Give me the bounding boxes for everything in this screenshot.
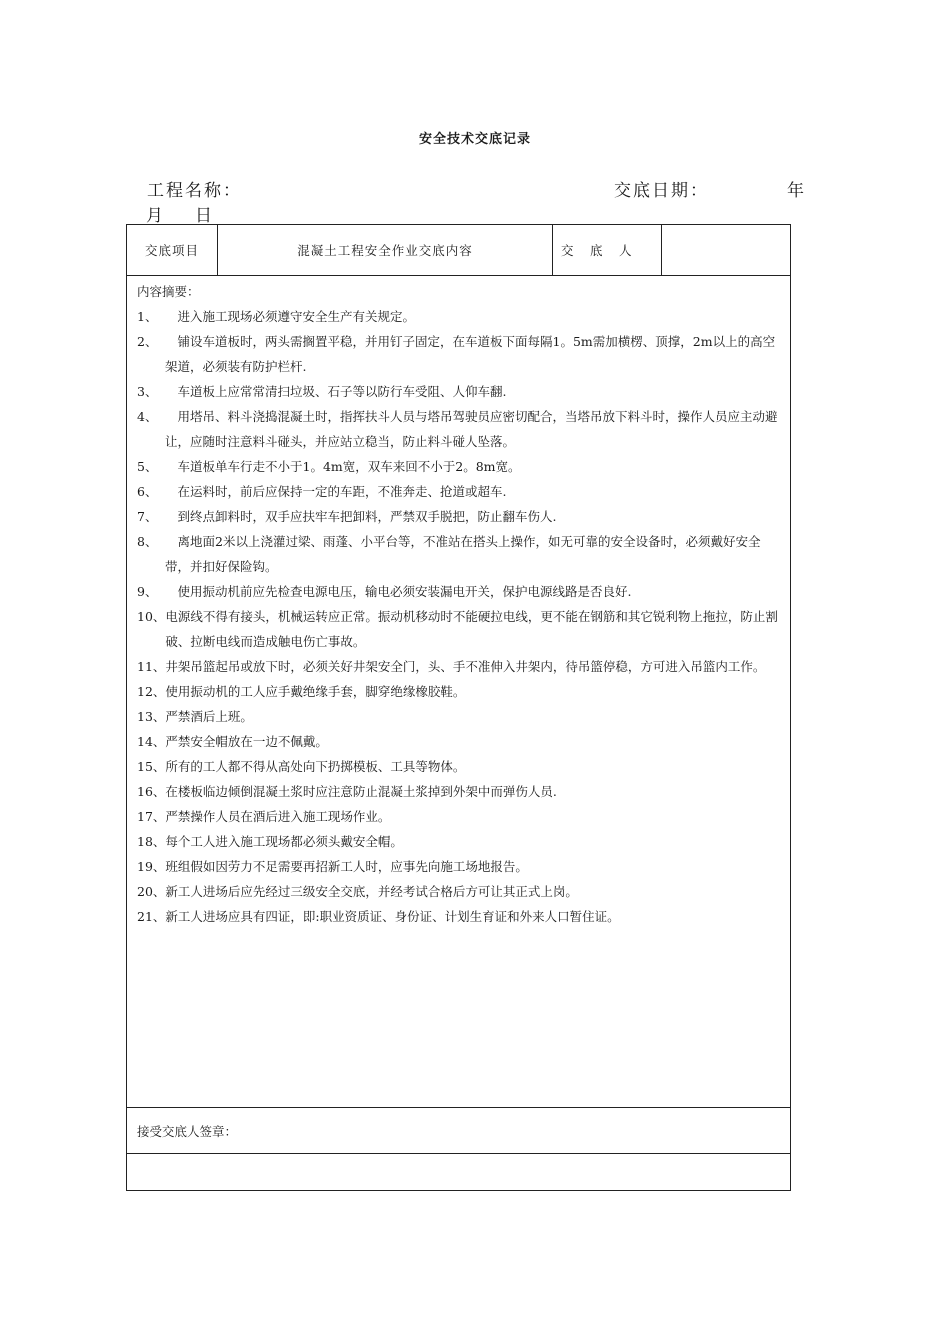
item-number: 6、 [137,484,158,499]
item-number: 16、 [137,784,166,799]
item-label-cell [127,225,218,276]
list-item [137,579,780,604]
item-label: 交底项目 [144,243,199,258]
signature-field[interactable] [127,1154,791,1191]
item-text: 进入施工现场必须遵守安全生产有关规定。 [165,309,416,324]
item-text: 新工人进场后应先经过三级安全交底，并经考试合格后方可让其正式上岗。 [165,884,578,899]
list-item [137,479,780,504]
person-label-cell [553,225,662,276]
date-label: 交底日期： [614,181,709,201]
list-item [137,529,780,579]
list-item [137,754,780,779]
item-text: 在运料时，前后应保持一定的车距，不准奔走、抢道或超车. [165,484,507,499]
item-text: 到终点卸料时，双手应扶牢车把卸料，严禁双手脱把，防止翻车伤人. [165,509,557,524]
item-number: 1、 [137,309,158,324]
item-text: 所有的工人都不得从高处向下扔掷模板、工具等物体。 [165,759,466,774]
year-label: 年 [787,181,806,201]
item-text: 车道板上应常常清扫垃圾、石子等以防行车受阻、人仰车翻. [165,384,507,399]
content-cell [127,276,791,1108]
item-number: 17、 [137,809,166,824]
disclosure-table [126,224,791,1191]
item-text: 井架吊篮起吊或放下时，必须关好井架安全门，头、手不准伸入井架内，待吊篮停稳，方可进入吊篮内工作。 [165,659,766,674]
item-text: 车道板单车行走不小于1。4m宽，双车来回不小于2。8m宽。 [165,459,521,474]
item-number: 20、 [137,884,166,899]
item-number: 12、 [137,684,166,699]
rules-list [137,304,780,929]
item-number: 8、 [137,534,158,549]
list-item [137,404,780,454]
item-number: 7、 [137,509,158,524]
list-item [137,879,780,904]
person-label: 交 底 人 [561,243,634,258]
item-text: 离地面2米以上浇灌过梁、雨蓬、小平台等，不准站在搭头上操作，如无可靠的安全设备时，必须戴好安全带，并扣好保险钩。 [165,534,761,574]
item-number: 11、 [137,659,166,674]
item-text: 每个工人进入施工现场都必须头戴安全帽。 [165,834,403,849]
list-item [137,704,780,729]
item-value-cell [218,225,553,276]
item-number: 19、 [137,859,166,874]
item-number: 4、 [137,409,158,424]
header-row [127,225,791,276]
person-value-cell[interactable] [662,225,791,276]
sign-row [127,1108,791,1154]
list-item [137,454,780,479]
item-text: 使用振动机的工人应手戴绝缘手套，脚穿绝缘橡胶鞋。 [165,684,466,699]
item-text: 在楼板临边倾倒混凝土浆时应注意防止混凝土浆掉到外架中而弹伤人员. [165,784,557,799]
item-number: 13、 [137,709,166,724]
item-value: 混凝土工程安全作业交底内容 [297,243,473,258]
item-text: 使用振动机前应先检查电源电压，输电必须安装漏电开关，保护电源线路是否良好. [165,584,632,599]
item-text: 班组假如因劳力不足需要再招新工人时，应事先向施工场地报告。 [165,859,528,874]
item-text: 严禁安全帽放在一边不佩戴。 [165,734,328,749]
list-item [137,329,780,379]
list-item [137,504,780,529]
list-item [137,304,780,329]
list-item [137,904,780,929]
list-item [137,829,780,854]
list-item [137,779,780,804]
item-number: 14、 [137,734,166,749]
item-text: 严禁酒后上班。 [165,709,253,724]
item-number: 10、 [137,609,166,624]
item-number: 3、 [137,384,158,399]
list-item [137,854,780,879]
item-number: 9、 [137,584,158,599]
summary-label: 内容摘要： [137,284,200,299]
project-name-label: 工程名称： [147,181,242,201]
list-item [137,379,780,404]
item-number: 5、 [137,459,158,474]
item-number: 18、 [137,834,166,849]
item-number: 21、 [137,909,166,924]
item-text: 用塔吊、料斗浇捣混凝土时，指挥扶斗人员与塔吊驾驶员应密切配合，当塔吊放下料斗时，操作人员应主动避让，应随时注意料斗碰头，并应站立稳当，防止料斗碰人坠落。 [165,409,778,449]
sign-cell [127,1108,791,1154]
item-text: 严禁操作人员在酒后进入施工现场作业。 [165,809,391,824]
list-item [137,604,780,654]
item-text: 新工人进场应具有四证，即:职业资质证、身份证、计划生育证和外来人口暂住证。 [165,909,620,924]
list-item [137,729,780,754]
list-item [137,679,780,704]
item-number: 2、 [137,334,158,349]
list-item [137,654,780,679]
item-text: 电源线不得有接头，机械运转应正常。振动机移动时不能硬拉电线，更不能在钢筋和其它锐利物上拖拉，防止割破、拉断电线而造成触电伤亡事故。 [165,609,778,649]
content-row [127,276,791,1108]
document-title: 安全技术交底记录 [418,132,531,147]
month-label: 月 [146,206,165,226]
sign-label: 接受交底人签章： [137,1123,238,1139]
day-label: 日 [195,206,214,226]
item-text: 铺设车道板时，两头需搁置平稳，并用钉子固定，在车道板下面每隔1。5m需加横楞、顶撑，2m以上的高空架道，必须装有防护栏杆. [165,334,776,374]
list-item [137,804,780,829]
signature-row [127,1154,791,1191]
item-number: 15、 [137,759,166,774]
